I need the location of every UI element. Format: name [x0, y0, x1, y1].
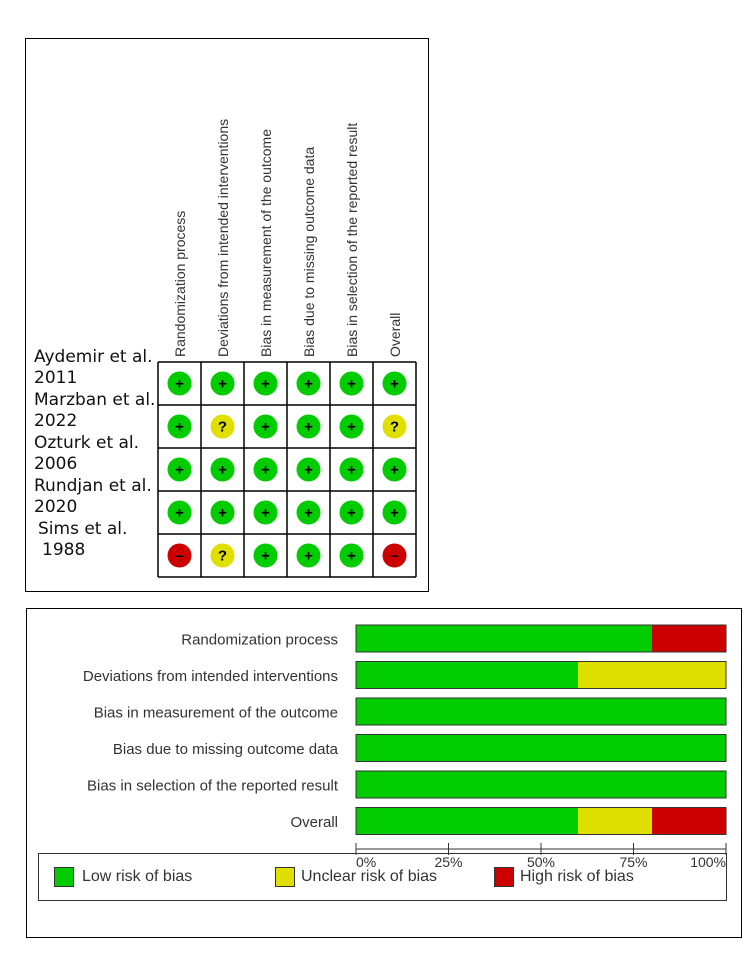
summary-grid — [26, 39, 430, 593]
rating-symbol: + — [390, 375, 399, 393]
domain-header-deviations-from-intended-interventions: Deviations from intended interventions — [215, 118, 231, 357]
rating-symbol: + — [304, 547, 313, 565]
rating-symbol: + — [175, 418, 184, 436]
category-label-deviations-from-intended-interventions: Deviations from intended interventions — [82, 668, 338, 685]
study-label-name: Ozturk et al. — [34, 433, 140, 453]
domain-header-bias-in-selection-of-the-reported-result: Bias in selection of the reported result — [344, 122, 360, 357]
study-label-year: 2022 — [34, 411, 78, 431]
rating-symbol: + — [390, 461, 399, 479]
rating-symbol: + — [304, 461, 313, 479]
study-label-name: Aydemir et al. — [34, 347, 153, 367]
legend-label-low: Low risk of bias — [82, 868, 193, 885]
bar-segment-high-risk-of-bias — [652, 625, 726, 652]
x-tick-label: 100% — [690, 854, 726, 870]
rating-symbol: + — [175, 504, 184, 522]
x-tick-label: 0% — [356, 854, 377, 870]
domain-header-bias-in-measurement-of-the-outcome: Bias in measurement of the outcome — [258, 128, 274, 357]
rating-symbol: + — [218, 461, 227, 479]
rating-symbol: – — [175, 547, 184, 565]
rating-symbol: + — [175, 375, 184, 393]
x-tick-label: 75% — [619, 854, 648, 870]
rating-symbol: + — [347, 375, 356, 393]
category-label-bias-in-selection-of-the-reported-result: Bias in selection of the reported result — [87, 777, 338, 795]
rating-symbol: + — [347, 418, 356, 436]
domain-header-bias-due-to-missing-outcome-data: Bias due to missing outcome data — [301, 146, 317, 357]
rating-symbol: + — [261, 504, 270, 522]
domain-header-overall: Overall — [387, 312, 403, 357]
rating-symbol: + — [347, 504, 356, 522]
x-tick-label: 50% — [526, 854, 556, 870]
rating-symbol: + — [347, 547, 356, 565]
legend-label-unclear: Unclear risk of bias — [301, 868, 438, 885]
legend-swatch-high — [494, 867, 514, 887]
study-label-name: Sims et al. — [38, 519, 128, 539]
bar-segment-high-risk-of-bias — [652, 808, 726, 835]
bar-segment-low-risk-of-bias — [356, 662, 578, 689]
bar-segment-low-risk-of-bias — [356, 698, 726, 725]
study-label-year: 1988 — [42, 540, 86, 560]
rating-symbol: + — [218, 504, 227, 522]
legend — [38, 853, 727, 901]
bar-segment-unclear-risk-of-bias — [578, 808, 652, 835]
study-label-year: 2011 — [34, 368, 78, 388]
risk-of-bias-summary — [25, 38, 429, 592]
bar-segment-low-risk-of-bias — [356, 808, 578, 835]
rating-symbol: + — [261, 418, 270, 436]
rating-symbol: + — [304, 418, 313, 436]
legend-label-high: High risk of bias — [520, 868, 634, 885]
rating-symbol: + — [261, 547, 270, 565]
study-label-year: 2020 — [34, 497, 78, 517]
legend-swatch-unclear — [275, 867, 295, 887]
legend-swatch-low — [54, 867, 74, 887]
rating-symbol: ? — [217, 547, 228, 565]
risk-of-bias-graph — [26, 608, 742, 938]
study-label-year: 2006 — [34, 454, 78, 474]
category-label-bias-due-to-missing-outcome-data: Bias due to missing outcome data — [112, 741, 338, 758]
rating-symbol: – — [390, 547, 399, 565]
bar-segment-low-risk-of-bias — [356, 735, 726, 762]
rating-symbol: ? — [389, 418, 400, 436]
bar-segment-low-risk-of-bias — [356, 625, 652, 652]
rating-symbol: + — [390, 504, 399, 522]
bar-segment-low-risk-of-bias — [356, 771, 726, 798]
rating-symbol: + — [261, 375, 270, 393]
rating-symbol: + — [304, 375, 313, 393]
rating-symbol: + — [304, 504, 313, 522]
bar-segment-unclear-risk-of-bias — [578, 662, 726, 689]
rating-symbol: + — [175, 461, 184, 479]
study-label-name: Marzban et al. — [34, 390, 156, 410]
rating-symbol: + — [347, 461, 356, 479]
rating-symbol: + — [218, 375, 227, 393]
study-label-name: Rundjan et al. — [34, 476, 152, 496]
category-label-bias-in-measurement-of-the-outcome: Bias in measurement of the outcome — [93, 704, 338, 722]
rating-symbol: ? — [217, 418, 228, 436]
category-label-randomization-process: Randomization process — [181, 631, 338, 649]
domain-header-randomization-process: Randomization process — [172, 210, 188, 357]
category-label-overall: Overall — [290, 814, 338, 831]
x-tick-label: 25% — [434, 854, 463, 870]
rating-symbol: + — [261, 461, 270, 479]
